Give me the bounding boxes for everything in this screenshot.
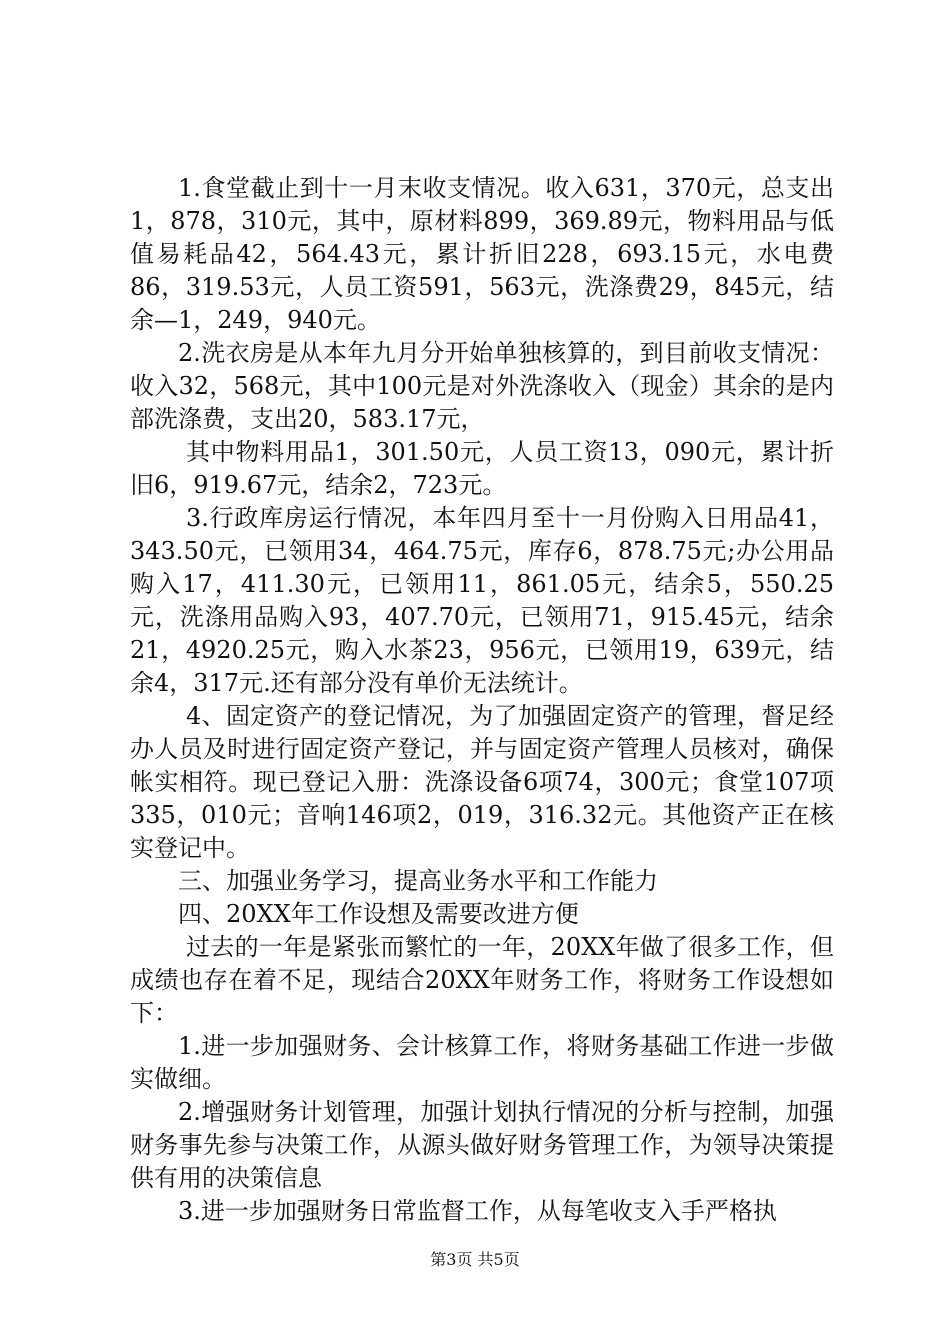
paragraph-laundry-detail: 其中物料用品1，301.50元，人员工资13，090元，累计折旧6，919.67元，结余2，723元。 [130, 438, 834, 499]
section-heading-plan: 四、20XX年工作设想及需要改进方便 [178, 900, 579, 928]
plan-item-3: 3.进一步加强财务日常监督工作，从每笔收支入手严格执 [178, 1197, 777, 1225]
section-heading-study: 三、加强业务学习，提高业务水平和工作能力 [178, 867, 658, 895]
paragraph-review: 过去的一年是紧张而繁忙的一年，20XX年做了很多工作，但成绩也存在着不足，现结合20XX年财务工作，将财务工作设想如下： [130, 933, 834, 1027]
paragraph-warehouse: 3.行政库房运行情况，本年四月至十一月份购入日用品41，343.50元，已领用34，464.75元，库存6，878.75元;办公用品购入17，411.30元，已领用11，861.05元，结余5，550.25元，洗涤用品购入93，407.70元，已领用71，915.45元，结余21，4920.25元，购入水茶23，956元，已领用19，639元，结余4，317元.还有部分没有单价无法统计。 [130, 504, 834, 697]
page-number: 第3页 共5页 [430, 1250, 520, 1269]
paragraph-laundry: 2.洗衣房是从本年九月分开始单独核算的，到目前收支情况：收入32，568元，其中100元是对外洗涤收入（现金）其余的是内部洗涤费，支出20，583.17元， [130, 339, 834, 433]
paragraph-fixed-assets: 4、固定资产的登记情况，为了加强固定资产的管理，督足经办人员及时进行固定资产登记，并与固定资产管理人员核对，确保帐实相符。现已登记入册：洗涤设备6项74，300元；食堂107项335，010元；音响146项2，019，316.32元。其他资产正在核实登记中。 [130, 702, 834, 862]
plan-item-2: 2.增强财务计划管理，加强计划执行情况的分析与控制，加强财务事先参与决策工作，从源头做好财务管理工作，为领导决策提供有用的决策信息 [130, 1098, 834, 1192]
plan-item-1: 1.进一步加强财务、会计核算工作，将财务基础工作进一步做实做细。 [130, 1032, 834, 1093]
document-body [130, 172, 834, 1228]
paragraph-canteen: 1.食堂截止到十一月末收支情况。收入631，370元，总支出1，878，310元，其中，原材料899，369.89元，物料用品与低值易耗品42，564.43元，累计折旧228，693.15元，水电费86，319.53元，人员工资591，563元，洗涤费29，845元，结余—1，249，940元。 [130, 174, 834, 334]
